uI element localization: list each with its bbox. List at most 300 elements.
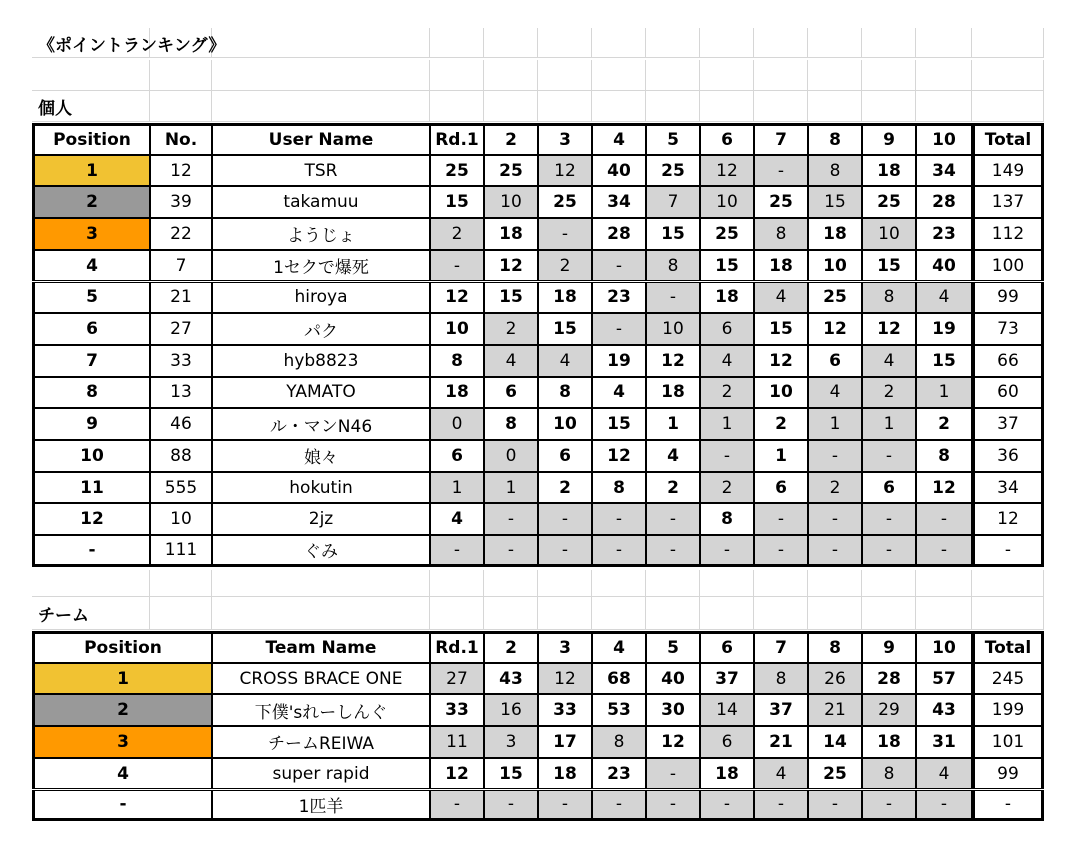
team-round-score-cell: - (916, 790, 972, 822)
number-cell: 13 (150, 377, 212, 409)
grid-cell[interactable] (700, 28, 754, 58)
team-total-cell: 245 (972, 663, 1044, 695)
round-score-cell: 15 (484, 282, 538, 314)
total-cell: 100 (972, 250, 1044, 282)
position-cell: 7 (32, 345, 150, 377)
round-score-cell: 12 (538, 155, 592, 187)
team-round-score-cell: 14 (808, 726, 862, 758)
round-score-cell: 18 (862, 155, 916, 187)
round-score-cell: 6 (700, 313, 754, 345)
grid-cell[interactable] (862, 597, 916, 630)
team-round-score-cell: 12 (430, 758, 484, 790)
team-header-position: Position (32, 631, 212, 663)
user-name-cell: ル・マンN46 (212, 408, 430, 440)
round-score-cell: 2 (538, 472, 592, 504)
grid-cell[interactable] (592, 91, 646, 122)
team-round-score-cell: 21 (754, 726, 808, 758)
team-total-cell: 101 (972, 726, 1044, 758)
position-cell: 6 (32, 313, 150, 345)
round-score-cell: 1 (862, 408, 916, 440)
round-score-cell: 2 (700, 377, 754, 409)
team-round-score-cell: 18 (538, 758, 592, 790)
team-round-score-cell: 68 (592, 663, 646, 695)
grid-cell[interactable] (754, 597, 808, 630)
grid-cell[interactable] (646, 570, 700, 597)
round-score-cell: 10 (862, 218, 916, 250)
number-cell: 27 (150, 313, 212, 345)
grid-cell[interactable] (808, 28, 862, 58)
total-cell: 137 (972, 186, 1044, 218)
round-score-cell: 4 (862, 345, 916, 377)
round-score-cell: 25 (808, 282, 862, 314)
round-score-cell: - (592, 313, 646, 345)
grid-cell[interactable] (32, 60, 150, 91)
user-name-cell: YAMATO (212, 377, 430, 409)
round-score-cell: 1 (700, 408, 754, 440)
round-score-cell: - (538, 535, 592, 567)
team-round-score-cell: 23 (592, 758, 646, 790)
round-score-cell: 25 (862, 186, 916, 218)
team-round-score-cell: 25 (808, 758, 862, 790)
grid-cell[interactable] (430, 91, 484, 122)
total-cell: - (972, 535, 1044, 567)
round-score-cell: 12 (808, 313, 862, 345)
team-header-round-5: 5 (646, 631, 700, 663)
round-score-cell: - (700, 440, 754, 472)
total-cell: 34 (972, 472, 1044, 504)
grid-cell[interactable] (700, 597, 754, 630)
team-round-score-cell: - (862, 790, 916, 822)
round-score-cell: - (754, 535, 808, 567)
grid-cell[interactable] (484, 91, 538, 122)
grid-cell[interactable] (862, 28, 916, 58)
round-score-cell: 12 (484, 250, 538, 282)
round-score-cell: 34 (592, 186, 646, 218)
team-round-score-cell: 30 (646, 694, 700, 726)
round-score-cell: 2 (754, 408, 808, 440)
round-score-cell: 7 (646, 186, 700, 218)
number-cell: 10 (150, 503, 212, 535)
round-score-cell: 1 (430, 472, 484, 504)
grid-cell[interactable] (484, 60, 538, 91)
grid-cell[interactable] (430, 60, 484, 91)
grid-cell[interactable] (150, 597, 212, 630)
round-score-cell: - (592, 535, 646, 567)
header-no: No. (150, 123, 212, 155)
round-score-cell: 18 (700, 282, 754, 314)
round-score-cell: - (754, 503, 808, 535)
round-score-cell: 8 (430, 345, 484, 377)
round-score-cell: 4 (808, 377, 862, 409)
total-cell: 12 (972, 503, 1044, 535)
position-cell: 4 (32, 250, 150, 282)
round-score-cell: - (808, 535, 862, 567)
round-score-cell: 12 (592, 440, 646, 472)
round-score-cell: 15 (808, 186, 862, 218)
position-cell: 11 (32, 472, 150, 504)
user-name-cell: ようじょ (212, 218, 430, 250)
grid-cell[interactable] (150, 570, 212, 597)
total-cell: 73 (972, 313, 1044, 345)
header-user-name: User Name (212, 123, 430, 155)
round-score-cell: 4 (592, 377, 646, 409)
team-round-score-cell: 28 (862, 663, 916, 695)
team-header-round-6: 6 (700, 631, 754, 663)
grid-cell[interactable] (592, 60, 646, 91)
round-score-cell: 8 (916, 440, 972, 472)
round-score-cell: - (808, 440, 862, 472)
round-score-cell: 15 (862, 250, 916, 282)
round-score-cell: 12 (700, 155, 754, 187)
team-position-cell: - (32, 790, 212, 822)
team-round-score-cell: 17 (538, 726, 592, 758)
grid-cell[interactable] (484, 570, 538, 597)
round-score-cell: 15 (700, 250, 754, 282)
round-score-cell: 8 (700, 503, 754, 535)
team-name-cell: 1匹羊 (212, 790, 430, 822)
grid-cell[interactable] (700, 60, 754, 91)
grid-cell[interactable] (32, 570, 150, 597)
round-score-cell: 28 (592, 218, 646, 250)
round-score-cell: 10 (646, 313, 700, 345)
round-score-cell: 2 (646, 472, 700, 504)
team-round-score-cell: 40 (646, 663, 700, 695)
round-score-cell: 12 (862, 313, 916, 345)
round-score-cell: 4 (430, 503, 484, 535)
team-name-cell: 下僕'sれーしんぐ (212, 694, 430, 726)
round-score-cell: 1 (808, 408, 862, 440)
round-score-cell: - (808, 503, 862, 535)
total-cell: 99 (972, 282, 1044, 314)
team-header-round-4: 4 (592, 631, 646, 663)
total-cell: 149 (972, 155, 1044, 187)
grid-cell[interactable] (916, 597, 972, 630)
team-round-score-cell: 57 (916, 663, 972, 695)
total-cell: 37 (972, 408, 1044, 440)
grid-cell[interactable] (538, 91, 592, 122)
position-cell: 3 (32, 218, 150, 250)
grid-cell[interactable] (212, 570, 430, 597)
round-score-cell: - (646, 535, 700, 567)
grid-cell[interactable] (916, 28, 972, 58)
round-score-cell: - (592, 503, 646, 535)
round-score-cell: - (916, 503, 972, 535)
round-score-cell: - (484, 503, 538, 535)
header-total: Total (972, 123, 1044, 155)
user-name-cell: 1セクで爆死 (212, 250, 430, 282)
round-score-cell: - (916, 535, 972, 567)
team-round-score-cell: 18 (862, 726, 916, 758)
round-score-cell: 8 (754, 218, 808, 250)
round-score-cell: 18 (754, 250, 808, 282)
grid-cell[interactable] (212, 60, 430, 91)
user-name-cell: takamuu (212, 186, 430, 218)
round-score-cell: 10 (808, 250, 862, 282)
total-cell: 66 (972, 345, 1044, 377)
header-round-4: 2 (484, 123, 538, 155)
grid-cell[interactable] (808, 597, 862, 630)
round-score-cell: 1 (916, 377, 972, 409)
grid-cell[interactable] (212, 91, 430, 122)
round-score-cell: 18 (538, 282, 592, 314)
team-header-round-10: 10 (916, 631, 972, 663)
grid-cell[interactable] (862, 570, 916, 597)
grid-cell[interactable] (538, 60, 592, 91)
round-score-cell: 15 (592, 408, 646, 440)
team-round-score-cell: - (484, 790, 538, 822)
grid-cell[interactable] (538, 570, 592, 597)
round-score-cell: 2 (916, 408, 972, 440)
grid-cell[interactable] (484, 597, 538, 630)
grid-cell[interactable] (646, 60, 700, 91)
number-cell: 21 (150, 282, 212, 314)
team-name-cell: チームREIWA (212, 726, 430, 758)
round-score-cell: 4 (916, 282, 972, 314)
round-score-cell: 8 (484, 408, 538, 440)
grid-cell[interactable] (754, 60, 808, 91)
round-score-cell: 2 (430, 218, 484, 250)
position-cell: 12 (32, 503, 150, 535)
round-score-cell: 4 (754, 282, 808, 314)
round-score-cell: - (430, 535, 484, 567)
round-score-cell: 19 (592, 345, 646, 377)
grid-cell[interactable] (808, 91, 862, 122)
grid-cell[interactable] (862, 91, 916, 122)
team-round-score-cell: 31 (916, 726, 972, 758)
grid-cell[interactable] (808, 60, 862, 91)
grid-cell[interactable] (862, 60, 916, 91)
team-round-score-cell: 11 (430, 726, 484, 758)
round-score-cell: 6 (430, 440, 484, 472)
team-round-score-cell: 4 (916, 758, 972, 790)
grid-cell[interactable] (916, 91, 972, 122)
round-score-cell: - (646, 503, 700, 535)
team-total-cell: 199 (972, 694, 1044, 726)
grid-cell[interactable] (754, 91, 808, 122)
grid-cell[interactable] (916, 60, 972, 91)
round-score-cell: 25 (430, 155, 484, 187)
team-round-score-cell: 8 (592, 726, 646, 758)
number-cell: 12 (150, 155, 212, 187)
round-score-cell: 15 (754, 313, 808, 345)
team-position-cell: 2 (32, 694, 212, 726)
grid-cell[interactable] (808, 570, 862, 597)
number-cell: 111 (150, 535, 212, 567)
round-score-cell: 4 (646, 440, 700, 472)
grid-cell[interactable] (754, 570, 808, 597)
round-score-cell: 2 (700, 472, 754, 504)
user-name-cell: hyb8823 (212, 345, 430, 377)
round-score-cell: 6 (538, 440, 592, 472)
round-score-cell: - (700, 535, 754, 567)
round-score-cell: 4 (538, 345, 592, 377)
team-round-score-cell: 15 (484, 758, 538, 790)
round-score-cell: 2 (862, 377, 916, 409)
header-round-11: 9 (862, 123, 916, 155)
grid-cell[interactable] (538, 597, 592, 630)
grid-cell[interactable] (700, 570, 754, 597)
grid-cell[interactable] (972, 60, 1044, 91)
round-score-cell: 10 (754, 377, 808, 409)
number-cell: 22 (150, 218, 212, 250)
round-score-cell: 40 (592, 155, 646, 187)
round-score-cell: 6 (484, 377, 538, 409)
team-name-cell: CROSS BRACE ONE (212, 663, 430, 695)
round-score-cell: - (754, 155, 808, 187)
grid-cell[interactable] (150, 60, 212, 91)
position-cell: 10 (32, 440, 150, 472)
number-cell: 7 (150, 250, 212, 282)
grid-cell[interactable] (592, 570, 646, 597)
round-score-cell: 12 (430, 282, 484, 314)
round-score-cell: 8 (592, 472, 646, 504)
team-round-score-cell: 33 (538, 694, 592, 726)
team-total-cell: - (972, 790, 1044, 822)
grid-cell[interactable] (916, 570, 972, 597)
round-score-cell: - (538, 218, 592, 250)
team-round-score-cell: 43 (484, 663, 538, 695)
grid-cell[interactable] (646, 91, 700, 122)
grid-cell[interactable] (646, 28, 700, 58)
team-round-score-cell: - (646, 758, 700, 790)
section-individual-label: 個人 (38, 99, 72, 119)
section-team-label: チーム (38, 606, 89, 626)
team-round-score-cell: 12 (538, 663, 592, 695)
number-cell: 46 (150, 408, 212, 440)
team-round-score-cell: 16 (484, 694, 538, 726)
round-score-cell: 1 (484, 472, 538, 504)
header-round-7: 5 (646, 123, 700, 155)
grid-cell[interactable] (972, 28, 1044, 58)
round-score-cell: 12 (646, 345, 700, 377)
round-score-cell: 0 (484, 440, 538, 472)
total-cell: 112 (972, 218, 1044, 250)
total-cell: 36 (972, 440, 1044, 472)
round-score-cell: 15 (538, 313, 592, 345)
round-score-cell: 15 (430, 186, 484, 218)
grid-cell[interactable] (212, 597, 430, 630)
round-score-cell: - (862, 503, 916, 535)
round-score-cell: 19 (916, 313, 972, 345)
round-score-cell: 18 (484, 218, 538, 250)
grid-cell[interactable] (150, 91, 212, 122)
grid-cell[interactable] (754, 28, 808, 58)
round-score-cell: 2 (484, 313, 538, 345)
number-cell: 555 (150, 472, 212, 504)
round-score-cell: 2 (808, 472, 862, 504)
round-score-cell: - (862, 535, 916, 567)
team-round-score-cell: 37 (700, 663, 754, 695)
user-name-cell: 娘々 (212, 440, 430, 472)
round-score-cell: 4 (700, 345, 754, 377)
team-round-score-cell: - (646, 790, 700, 822)
team-header-total: Total (972, 631, 1044, 663)
round-score-cell: 23 (916, 218, 972, 250)
round-score-cell: 8 (646, 250, 700, 282)
round-score-cell: - (538, 503, 592, 535)
position-cell: - (32, 535, 150, 567)
team-header-round-1: Rd.1 (430, 631, 484, 663)
header-round-3: Rd.1 (430, 123, 484, 155)
number-cell: 88 (150, 440, 212, 472)
team-round-score-cell: 53 (592, 694, 646, 726)
round-score-cell: 6 (862, 472, 916, 504)
round-score-cell: 8 (862, 282, 916, 314)
grid-cell[interactable] (972, 597, 1044, 630)
grid-cell[interactable] (430, 570, 484, 597)
grid-cell[interactable] (972, 570, 1044, 597)
team-round-score-cell: 27 (430, 663, 484, 695)
grid-cell[interactable] (592, 597, 646, 630)
position-cell: 9 (32, 408, 150, 440)
round-score-cell: 4 (484, 345, 538, 377)
round-score-cell: 10 (430, 313, 484, 345)
grid-cell[interactable] (592, 28, 646, 58)
team-round-score-cell: 18 (700, 758, 754, 790)
round-score-cell: 8 (538, 377, 592, 409)
team-round-score-cell: 8 (862, 758, 916, 790)
user-name-cell: hiroya (212, 282, 430, 314)
team-round-score-cell: - (808, 790, 862, 822)
team-round-score-cell: 4 (754, 758, 808, 790)
team-position-cell: 4 (32, 758, 212, 790)
user-name-cell: ぐみ (212, 535, 430, 567)
round-score-cell: - (862, 440, 916, 472)
team-round-score-cell: 21 (808, 694, 862, 726)
round-score-cell: - (430, 250, 484, 282)
grid-cell[interactable] (538, 28, 592, 58)
number-cell: 39 (150, 186, 212, 218)
team-round-score-cell: - (700, 790, 754, 822)
round-score-cell: 2 (538, 250, 592, 282)
team-round-score-cell: 12 (646, 726, 700, 758)
grid-cell[interactable] (700, 91, 754, 122)
number-cell: 33 (150, 345, 212, 377)
round-score-cell: 1 (754, 440, 808, 472)
team-round-score-cell: - (754, 790, 808, 822)
round-score-cell: - (592, 250, 646, 282)
header-round-6: 4 (592, 123, 646, 155)
round-score-cell: 10 (484, 186, 538, 218)
grid-cell[interactable] (430, 28, 484, 58)
team-round-score-cell: 3 (484, 726, 538, 758)
header-round-10: 8 (808, 123, 862, 155)
team-round-score-cell: 29 (862, 694, 916, 726)
round-score-cell: 40 (916, 250, 972, 282)
position-cell: 2 (32, 186, 150, 218)
round-score-cell: 15 (916, 345, 972, 377)
round-score-cell: 15 (646, 218, 700, 250)
round-score-cell: 25 (646, 155, 700, 187)
round-score-cell: 8 (808, 155, 862, 187)
position-cell: 1 (32, 155, 150, 187)
team-header-round-8: 8 (808, 631, 862, 663)
position-cell: 8 (32, 377, 150, 409)
grid-cell[interactable] (430, 597, 484, 630)
total-cell: 60 (972, 377, 1044, 409)
round-score-cell: 0 (430, 408, 484, 440)
round-score-cell: 10 (700, 186, 754, 218)
round-score-cell: - (484, 535, 538, 567)
grid-cell[interactable] (972, 91, 1044, 122)
team-position-cell: 1 (32, 663, 212, 695)
user-name-cell: hokutin (212, 472, 430, 504)
team-round-score-cell: 26 (808, 663, 862, 695)
grid-cell[interactable] (484, 28, 538, 58)
round-score-cell: 28 (916, 186, 972, 218)
grid-cell[interactable] (646, 597, 700, 630)
team-round-score-cell: 33 (430, 694, 484, 726)
